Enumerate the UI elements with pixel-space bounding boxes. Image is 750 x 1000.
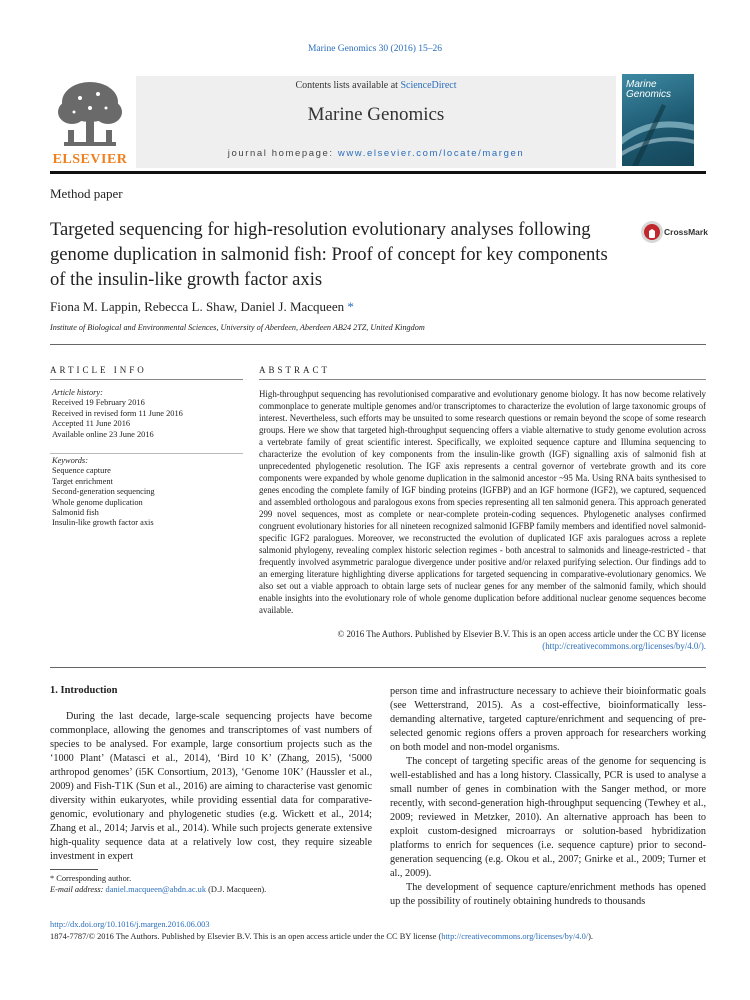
history-item: Received 19 February 2016	[52, 398, 145, 408]
abstract-text: High-throughput sequencing has revolutionised comparative and evolutionary genome biology. It has now become relatively commonplace to generate multiple genomes and/or transcriptomes to characterize the evolution of large taxonomic groups of interest. Nevertheless, such efforts may be unsuited to some research questions or remain beyond the scope of some research groups. Here we show that targeted high-throughput sequencing offers a viable alternative to study genome evolution across a vertebrate family of great scientific interest. Specifically, we exploited sequence capture and Illumina sequencing to characterize the evolution of key components from the insulin-like growth (IGF) signalling axis of salmonid fish at unprecedented phylogenetic resolution. The IGF axis represents a central governor of vertebrate growth and its core components were expanded by whole genome duplication in the salmonid ancestor ~95 Ma. Using RNA baits synthesised to genes encoding the complete family of IGF binding proteins (IGFBP) and an IGF hormone (IGF2), we captured, sequenced and assembled orthologous and paralogous exons from species representing all ten salmonid genera. This approach generated 299 novel sequences, most as complete or near-complete protein-coding sequences. Phylogenetic analyses confirmed congruent evolutionary histories for all nineteen recognized salmonid IGFBP family members and identified novel salmonid-specific IGF2 paralogues. Moreover, we reconstructed the evolution of duplicated IGF axis paralogues across a replete salmonid phylogeny, revealing complex historic selection regimes - both ancestral to salmonids and lineage-restricted - that frequently involved asymmetric paralogue divergence under positive and/or relaxed purifying selection. Our findings add to an emerging literature highlighting diverse applications for targeted sequencing in comparative-evolutionary genomics. We also set out a viable approach to obtain large sets of nuclear genes for any member of the salmonid family, which should enable insights into the evolutionary role of whole genome duplication before additional nuclear genome sequences become available.	[259, 389, 706, 615]
footer-license-link[interactable]: http://creativecommons.org/licenses/by/4.0/	[441, 932, 589, 941]
keywords	[52, 456, 242, 529]
contents-available-line	[136, 80, 616, 91]
keywords-label: Keywords:	[52, 456, 88, 465]
body-column-right	[390, 685, 706, 909]
author-list	[50, 299, 354, 315]
article-history	[52, 388, 242, 440]
crossmark-label[interactable]: CrossMark	[664, 227, 708, 237]
intro-paragraph: During the last decade, large-scale sequencing projects have become commonplace, allowing the genomes and transcriptomes of vast numbers of species to be analysed. For example, large consortium projects such as the ‘1000 Plant’ (Matasci et al., 2014), ‘Bird 10 K’ (Zhang, 2015), ‘5000 arthropod genomes’ (i5K Consortium, 2013), ‘Genome 10K’ (Haussler et al., 2009) and Fish-T1K (Sun et al., 2016) are aiming to characterise vast genomic diversity within eukaryotes, while providing essential data for comparative-genomic, evolutionary and phylogenetic studies (e.g. Wickett et al., 2014; Zhang et al., 2014; Jarvis et al., 2014). While such projects generate extensive high-quality sequence data at a relatively low cost, they require sizeable investment in expert	[50, 711, 372, 862]
abstract-end-rule	[50, 667, 706, 668]
introduction-heading: 1. Introduction	[50, 685, 118, 696]
journal-homepage-line	[136, 148, 616, 159]
footnote-rule	[50, 869, 98, 870]
keyword: Whole genome duplication	[52, 497, 143, 507]
abstract-copyright-text: © 2016 The Authors. Published by Elsevier B.V. This is an open access article under the CC BY license	[337, 629, 706, 639]
homepage-prefix: journal homepage:	[227, 148, 338, 159]
sciencedirect-link[interactable]: ScienceDirect	[400, 80, 457, 91]
article-title: Targeted sequencing for high-resolution evolutionary analyses following genome duplication in salmonid fish: Proof of concept for key components of the insulin-like growth factor axis	[50, 219, 608, 290]
keyword: Sequence capture	[52, 466, 111, 476]
abstract-copyright	[259, 628, 706, 652]
section-rule	[50, 344, 706, 345]
email-label: E-mail address:	[50, 885, 106, 894]
history-label: Article history:	[52, 388, 103, 397]
footer-copyright-text: 1874-7787/© 2016 The Authors. Published by Elsevier B.V. This is an open access article under the CC BY license (	[50, 932, 442, 941]
article-info-rule	[50, 379, 243, 380]
footer-copyright	[50, 932, 593, 941]
contents-prefix: Contents lists available at	[295, 80, 401, 91]
header-rule	[50, 171, 706, 174]
cover-title: Marine Genomics	[626, 79, 672, 100]
keywords-rule	[50, 453, 243, 454]
keyword: Second-generation sequencing	[52, 487, 155, 497]
article-type: Method paper	[50, 186, 123, 201]
author-affiliation: Institute of Biological and Environmental Sciences, University of Aberdeen, Aberdeen AB24 2TZ, United Kingdom	[50, 323, 425, 332]
corresponding-author-note: * Corresponding author.	[50, 874, 132, 883]
journal-title: Marine Genomics	[307, 104, 445, 125]
footnote	[50, 873, 372, 895]
abstract-rule	[259, 379, 706, 380]
email-link[interactable]: daniel.macqueen@abdn.ac.uk	[105, 885, 207, 894]
homepage-link[interactable]: www.elsevier.com/locate/margen	[337, 148, 525, 159]
email-line	[50, 884, 372, 895]
footer-copyright-end: ).	[588, 932, 593, 941]
keyword: Salmonid fish	[52, 508, 99, 518]
intro-paragraph: The development of sequence capture/enrichment methods has opened up the possibility of routinely obtaining hundreds to thousands	[390, 882, 706, 907]
history-item: Received in revised form 11 June 2016	[52, 408, 183, 418]
email-suffix: (D.J. Macqueen).	[206, 885, 267, 894]
abstract-license-link[interactable]: (http://creativecommons.org/licenses/by/4.0/).	[542, 641, 706, 651]
intro-paragraph: The concept of targeting specific areas of the genome for sequencing is well-established and has a long history. Classically, PCR is used to analyse a small number of genes in combination with the Sanger method, or more recently, with second-generation high-throughput sequencing (Tewhey et al., 2009; reviewed in Metzker, 2010). An alternative approach has been to exploit custom-designed microarrays or solution-based hybridization platforms to enrich for sequences (i.e. sequence capture) prior to second-generation sequencing (e.g. Okou et al., 2007; Gnirke et al., 2009; Turner et al., 2009).	[390, 756, 706, 879]
article-info-heading: ARTICLE INFO	[50, 365, 147, 375]
keyword: Insulin-like growth factor axis	[52, 518, 154, 528]
elsevier-logo-text: ELSEVIER	[52, 152, 128, 167]
intro-paragraph: person time and infrastructure necessary to achieve their bioinformatic goals (see Wetterstrand, 2015). As a cost-effective, bioinformatically less-demanding alternative, targeted capture/enrichment and sequencing of pre-selected genomic regions offers a proven approach for researchers working on both model and non-model organisms.	[390, 686, 706, 753]
body-column-left	[50, 710, 372, 864]
abstract-heading: ABSTRACT	[259, 365, 331, 375]
keyword: Target enrichment	[52, 476, 113, 486]
history-item: Available online 23 June 2016	[52, 429, 154, 439]
author-names: Fiona M. Lappin, Rebecca L. Shaw, Daniel J. Macqueen	[50, 299, 345, 314]
doi-link[interactable]: http://dx.doi.org/10.1016/j.margen.2016.06.003	[50, 920, 210, 929]
corresponding-author-mark[interactable]: *	[344, 299, 354, 314]
history-item: Accepted 11 June 2016	[52, 419, 131, 429]
journal-reference[interactable]: Marine Genomics 30 (2016) 15–26	[307, 44, 443, 54]
